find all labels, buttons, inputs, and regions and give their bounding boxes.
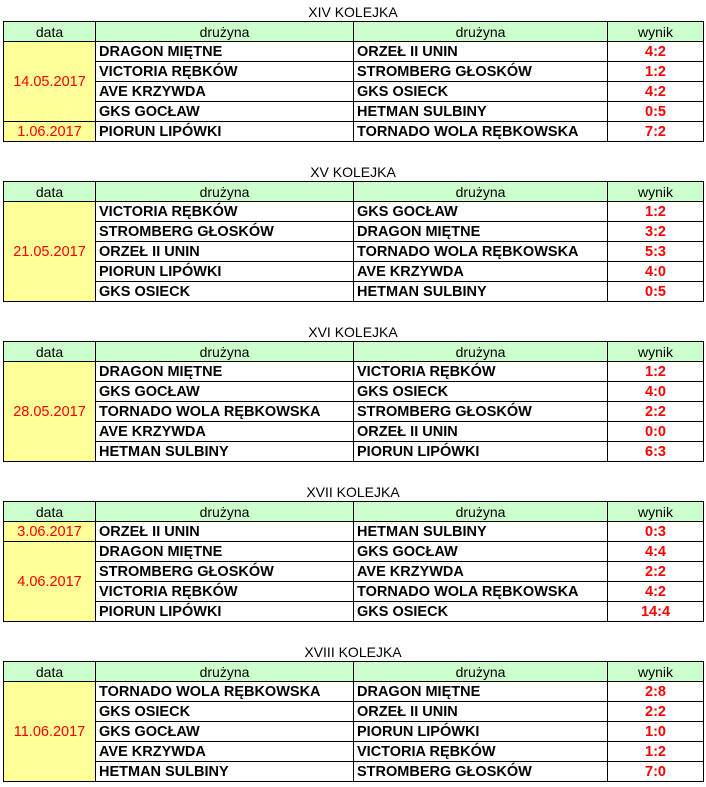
header-result: wynik [608, 182, 704, 202]
round-title: XVI KOLEJKA [308, 324, 398, 340]
home-team: VICTORIA RĘBKÓW [96, 62, 354, 82]
away-team: GKS OSIECK [354, 382, 608, 402]
header-team-away: drużyna [354, 22, 608, 42]
away-team: VICTORIA RĘBKÓW [354, 362, 608, 382]
home-team: DRAGON MIĘTNE [96, 542, 354, 562]
table-row [4, 42, 704, 62]
home-team: ORZEŁ II UNIN [96, 242, 354, 262]
home-team: GKS OSIECK [96, 282, 354, 302]
table-row [4, 402, 704, 422]
match-score: 7:0 [608, 762, 704, 782]
header-result: wynik [608, 342, 704, 362]
home-team: PIORUN LIPÓWKI [96, 262, 354, 282]
fixtures-table [3, 181, 704, 302]
match-score: 4:2 [608, 82, 704, 102]
header-row [4, 22, 704, 42]
header-team-away: drużyna [354, 662, 608, 682]
match-score: 14:4 [608, 602, 704, 622]
header-row [4, 662, 704, 682]
match-score: 2:2 [608, 402, 704, 422]
home-team: HETMAN SULBINY [96, 442, 354, 462]
home-team: AVE KRZYWDA [96, 422, 354, 442]
away-team: HETMAN SULBINY [354, 522, 608, 542]
home-team: HETMAN SULBINY [96, 762, 354, 782]
header-row [4, 502, 704, 522]
match-score: 0:0 [608, 422, 704, 442]
header-team-home: drużyna [96, 22, 354, 42]
round-title: XVIII KOLEJKA [304, 644, 402, 660]
round-title: XV KOLEJKA [310, 164, 396, 180]
home-team: PIORUN LIPÓWKI [96, 602, 354, 622]
header-team-home: drużyna [96, 342, 354, 362]
match-score: 1:2 [608, 742, 704, 762]
match-score: 1:0 [608, 722, 704, 742]
fixtures-table [3, 501, 704, 622]
away-team: HETMAN SULBINY [354, 282, 608, 302]
table-row [4, 442, 704, 462]
table-row [4, 602, 704, 622]
home-team: DRAGON MIĘTNE [96, 362, 354, 382]
away-team: GKS OSIECK [354, 602, 608, 622]
table-row [4, 682, 704, 702]
away-team: ORZEŁ II UNIN [354, 42, 608, 62]
match-score: 1:2 [608, 362, 704, 382]
away-team: VICTORIA RĘBKÓW [354, 742, 608, 762]
header-date: data [4, 182, 96, 202]
away-team: STROMBERG GŁOSKÓW [354, 762, 608, 782]
match-date: 11.06.2017 [4, 682, 96, 782]
home-team: PIORUN LIPÓWKI [96, 122, 354, 142]
home-team: VICTORIA RĘBKÓW [96, 582, 354, 602]
home-team: TORNADO WOLA RĘBKOWSKA [96, 682, 354, 702]
away-team: ORZEŁ II UNIN [354, 422, 608, 442]
match-score: 5:3 [608, 242, 704, 262]
match-date: 21.05.2017 [4, 202, 96, 302]
home-team: ORZEŁ II UNIN [96, 522, 354, 542]
away-team: GKS GOCŁAW [354, 542, 608, 562]
header-team-home: drużyna [96, 182, 354, 202]
match-date: 14.05.2017 [4, 42, 96, 122]
table-row [4, 82, 704, 102]
fixtures-table [3, 661, 704, 782]
table-row [4, 62, 704, 82]
table-row [4, 722, 704, 742]
header-team-away: drużyna [354, 342, 608, 362]
table-row [4, 582, 704, 602]
home-team: AVE KRZYWDA [96, 82, 354, 102]
table-row [4, 562, 704, 582]
match-score: 1:2 [608, 62, 704, 82]
away-team: DRAGON MIĘTNE [354, 682, 608, 702]
match-score: 4:4 [608, 542, 704, 562]
away-team: AVE KRZYWDA [354, 262, 608, 282]
home-team: VICTORIA RĘBKÓW [96, 202, 354, 222]
table-row [4, 282, 704, 302]
match-score: 2:2 [608, 702, 704, 722]
table-row [4, 262, 704, 282]
match-score: 4:0 [608, 382, 704, 402]
match-date: 28.05.2017 [4, 362, 96, 462]
header-team-home: drużyna [96, 502, 354, 522]
away-team: ORZEŁ II UNIN [354, 702, 608, 722]
home-team: GKS GOCŁAW [96, 722, 354, 742]
round-title: XIV KOLEJKA [308, 4, 398, 20]
table-row [4, 202, 704, 222]
header-team-away: drużyna [354, 182, 608, 202]
match-score: 4:2 [608, 42, 704, 62]
home-team: GKS GOCŁAW [96, 102, 354, 122]
away-team: PIORUN LIPÓWKI [354, 442, 608, 462]
header-date: data [4, 22, 96, 42]
header-result: wynik [608, 22, 704, 42]
header-row [4, 182, 704, 202]
table-row [4, 702, 704, 722]
home-team: GKS GOCŁAW [96, 382, 354, 402]
match-score: 1:2 [608, 202, 704, 222]
home-team: STROMBERG GŁOSKÓW [96, 562, 354, 582]
away-team: HETMAN SULBINY [354, 102, 608, 122]
match-date: 4.06.2017 [4, 542, 96, 622]
away-team: DRAGON MIĘTNE [354, 222, 608, 242]
table-row [4, 762, 704, 782]
home-team: GKS OSIECK [96, 702, 354, 722]
away-team: GKS OSIECK [354, 82, 608, 102]
fixtures-table [3, 341, 704, 462]
header-date: data [4, 502, 96, 522]
table-row [4, 382, 704, 402]
away-team: TORNADO WOLA RĘBKOWSKA [354, 242, 608, 262]
home-team: TORNADO WOLA RĘBKOWSKA [96, 402, 354, 422]
table-row [4, 522, 704, 542]
table-row [4, 242, 704, 262]
match-score: 0:3 [608, 522, 704, 542]
match-score: 2:8 [608, 682, 704, 702]
match-score: 2:2 [608, 562, 704, 582]
home-team: STROMBERG GŁOSKÓW [96, 222, 354, 242]
header-date: data [4, 662, 96, 682]
table-row [4, 742, 704, 762]
header-result: wynik [608, 662, 704, 682]
match-score: 4:2 [608, 582, 704, 602]
match-score: 3:2 [608, 222, 704, 242]
match-date: 1.06.2017 [4, 122, 96, 142]
table-row [4, 222, 704, 242]
header-row [4, 342, 704, 362]
table-row [4, 362, 704, 382]
away-team: GKS GOCŁAW [354, 202, 608, 222]
match-date: 3.06.2017 [4, 522, 96, 542]
match-score: 6:3 [608, 442, 704, 462]
table-row [4, 122, 704, 142]
header-team-away: drużyna [354, 502, 608, 522]
away-team: TORNADO WOLA RĘBKOWSKA [354, 122, 608, 142]
away-team: AVE KRZYWDA [354, 562, 608, 582]
home-team: AVE KRZYWDA [96, 742, 354, 762]
match-score: 7:2 [608, 122, 704, 142]
header-date: data [4, 342, 96, 362]
away-team: STROMBERG GŁOSKÓW [354, 402, 608, 422]
round-title: XVII KOLEJKA [306, 484, 400, 500]
away-team: STROMBERG GŁOSKÓW [354, 62, 608, 82]
home-team: DRAGON MIĘTNE [96, 42, 354, 62]
fixtures-table [3, 21, 704, 142]
header-result: wynik [608, 502, 704, 522]
match-score: 0:5 [608, 282, 704, 302]
header-team-home: drużyna [96, 662, 354, 682]
table-row [4, 102, 704, 122]
table-row [4, 542, 704, 562]
table-row [4, 422, 704, 442]
away-team: PIORUN LIPÓWKI [354, 722, 608, 742]
match-score: 4:0 [608, 262, 704, 282]
away-team: TORNADO WOLA RĘBKOWSKA [354, 582, 608, 602]
match-score: 0:5 [608, 102, 704, 122]
